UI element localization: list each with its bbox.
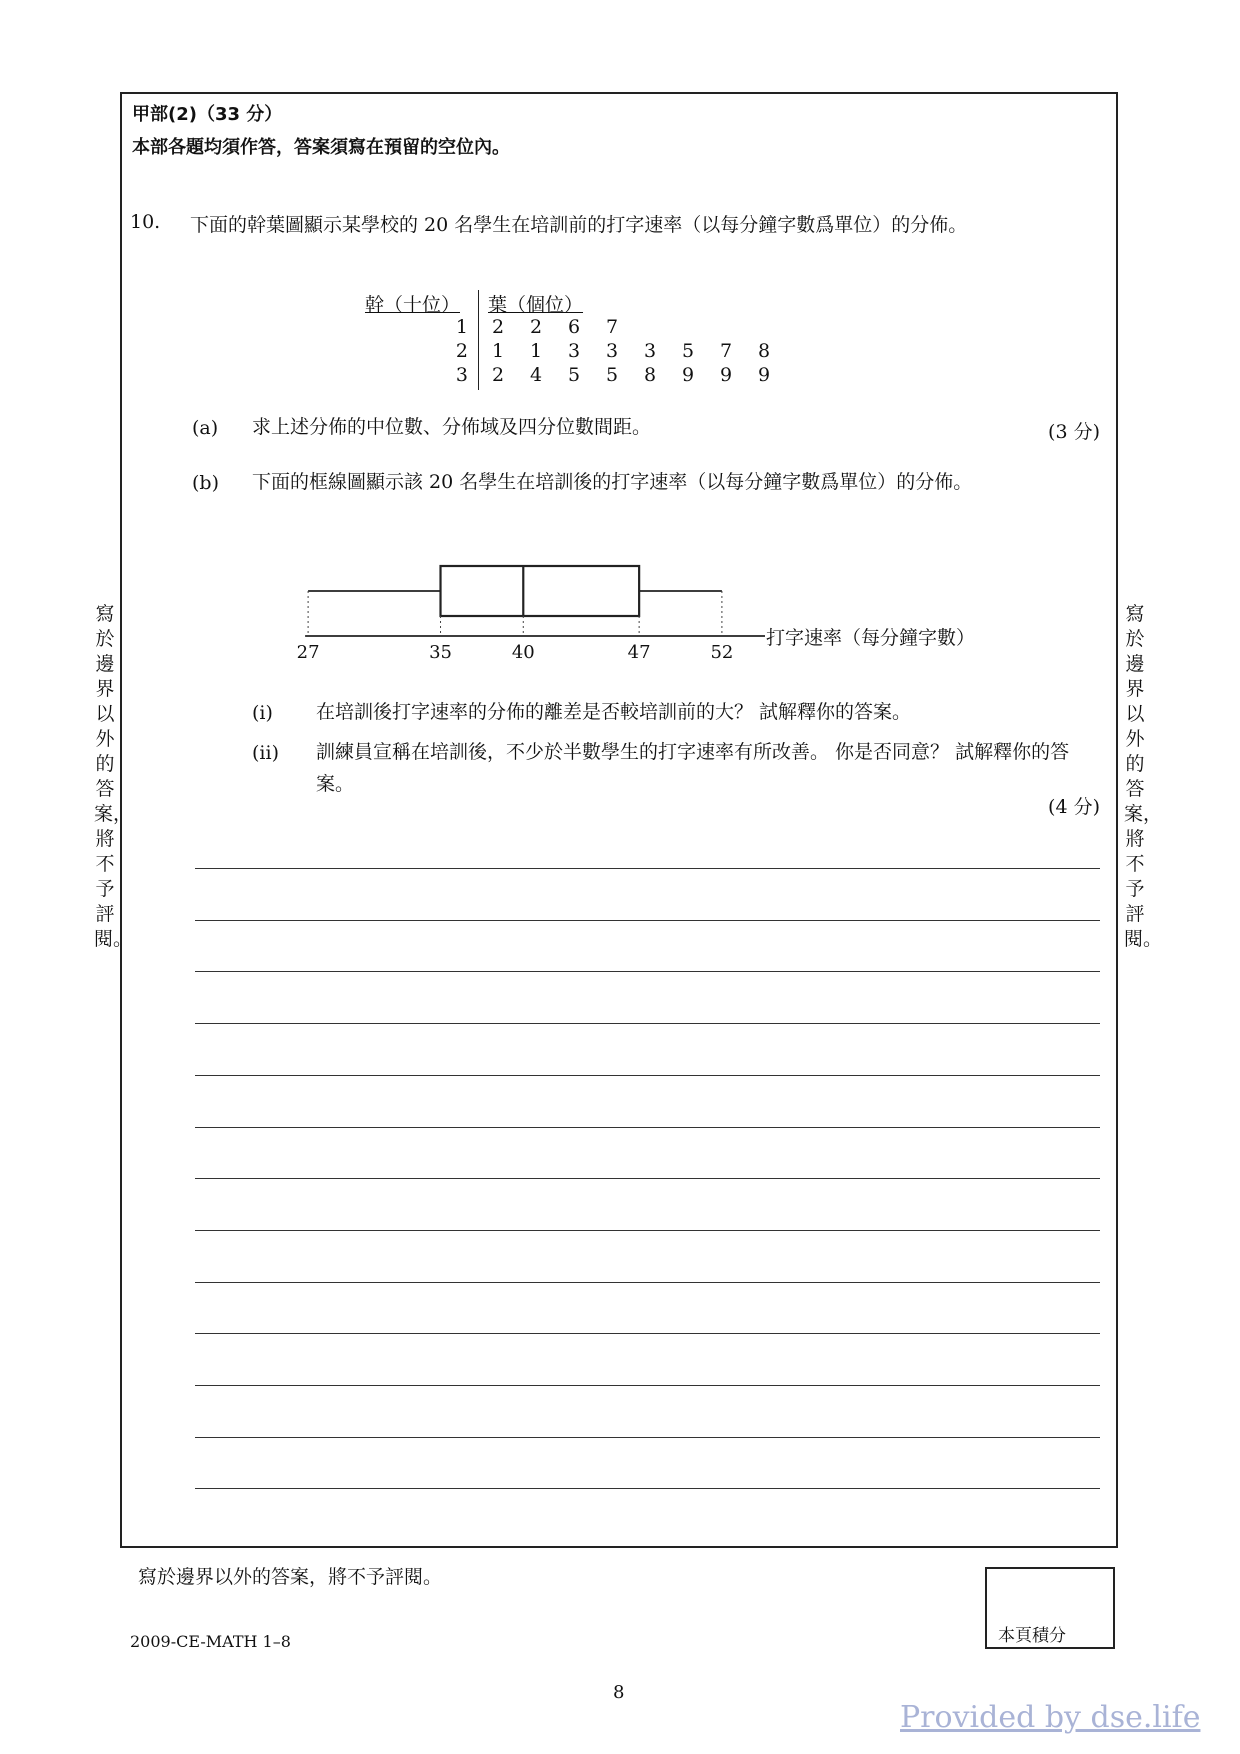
leaf-value: 8 [757, 340, 771, 362]
answer-line[interactable] [195, 1178, 1100, 1179]
leaf-value: 6 [567, 316, 581, 338]
answer-line[interactable] [195, 1385, 1100, 1386]
part-b-ii-text: 訓練員宣稱在培訓後，不少於半數學生的打字速率有所改善。 你是否同意？ 試解釋你的答案。 [316, 741, 1070, 795]
answer-line[interactable] [195, 1127, 1100, 1128]
part-a-marks: (3 分) [1048, 421, 1100, 443]
leaf-value: 9 [681, 364, 695, 386]
part-a-text: 求上述分佈的中位數、分佈域及四分位數間距。 [252, 416, 652, 438]
page-number: 8 [613, 1682, 625, 1703]
box-plot [250, 550, 1070, 670]
leaf-value: 2 [491, 316, 505, 338]
answer-line[interactable] [195, 1230, 1100, 1231]
part-b-marks: (4 分) [1048, 796, 1100, 818]
score-label: 本頁積分 [998, 1626, 1066, 1646]
leaf-value: 7 [605, 316, 619, 338]
stem-value: 1 [455, 316, 468, 338]
stem-value: 2 [455, 340, 468, 362]
stem-value: 3 [455, 364, 468, 386]
answer-line[interactable] [195, 971, 1100, 972]
part-b-label: (b) [192, 472, 219, 494]
stem-header: 幹（十位） [364, 294, 460, 316]
part-b-ii-label: (ii) [252, 742, 279, 764]
part-a-label: (a) [192, 417, 219, 439]
leaf-value: 5 [605, 364, 619, 386]
answer-line[interactable] [195, 1488, 1100, 1489]
leaf-value: 1 [529, 340, 543, 362]
stem-divider [478, 290, 479, 390]
watermark: Provided by dse.life [900, 1700, 1201, 1735]
answer-line[interactable] [195, 1333, 1100, 1334]
tick-label: 47 [627, 642, 651, 663]
section-instruction: 本部各題均須作答，答案須寫在預留的空位內。 [132, 137, 510, 158]
section-title: 甲部(2)（33 分） [132, 104, 283, 125]
leaf-value: 4 [529, 364, 543, 386]
leaf-value: 2 [491, 364, 505, 386]
leaf-value: 2 [529, 316, 543, 338]
paper-code: 2009-CE-MATH 1–8 [130, 1632, 291, 1651]
answer-line[interactable] [195, 1023, 1100, 1024]
answer-line[interactable] [195, 868, 1100, 869]
question-text: 下面的幹葉圖顯示某學校的 20 名學生在培訓前的打字速率（以每分鐘字數爲單位）的分佈。 [190, 214, 968, 236]
answer-line[interactable] [195, 1437, 1100, 1438]
tick-label: 35 [429, 642, 452, 663]
answer-line[interactable] [195, 1075, 1100, 1076]
left-margin-note: 寫於邊界以外的答案，將不予評閱。 [94, 603, 133, 950]
footer-warning: 寫於邊界以外的答案，將不予評閱。 [138, 1566, 443, 1588]
leaf-value: 7 [719, 340, 733, 362]
answer-line[interactable] [195, 920, 1100, 921]
part-b-i-text: 在培訓後打字速率的分佈的離差是否較培訓前的大？ 試解釋你的答案。 [316, 701, 912, 723]
box-plot-axis-label: 打字速率（每分鐘字數） [766, 627, 976, 649]
tick-label: 52 [710, 642, 734, 663]
part-b-i-label: (i) [252, 702, 273, 724]
part-b-text: 下面的框線圖顯示該 20 名學生在培訓後的打字速率（以每分鐘字數爲單位）的分佈。 [252, 471, 973, 493]
leaf-value: 3 [605, 340, 619, 362]
right-margin-note: 寫於邊界以外的答案，將不予評閱。 [1124, 603, 1163, 950]
leaf-value: 3 [643, 340, 657, 362]
leaf-value: 3 [567, 340, 581, 362]
leaf-value: 9 [757, 364, 771, 386]
leaf-value: 8 [643, 364, 657, 386]
leaf-value: 9 [719, 364, 733, 386]
leaf-value: 5 [567, 364, 581, 386]
tick-label: 40 [511, 642, 535, 663]
tick-label: 27 [296, 642, 320, 663]
answer-frame [120, 92, 1118, 1548]
question-number: 10. [130, 211, 161, 233]
leaf-value: 5 [681, 340, 695, 362]
iqr-box [441, 566, 640, 616]
answer-line[interactable] [195, 1282, 1100, 1283]
leaf-header: 葉（個位） [488, 294, 584, 316]
leaf-value: 1 [491, 340, 505, 362]
